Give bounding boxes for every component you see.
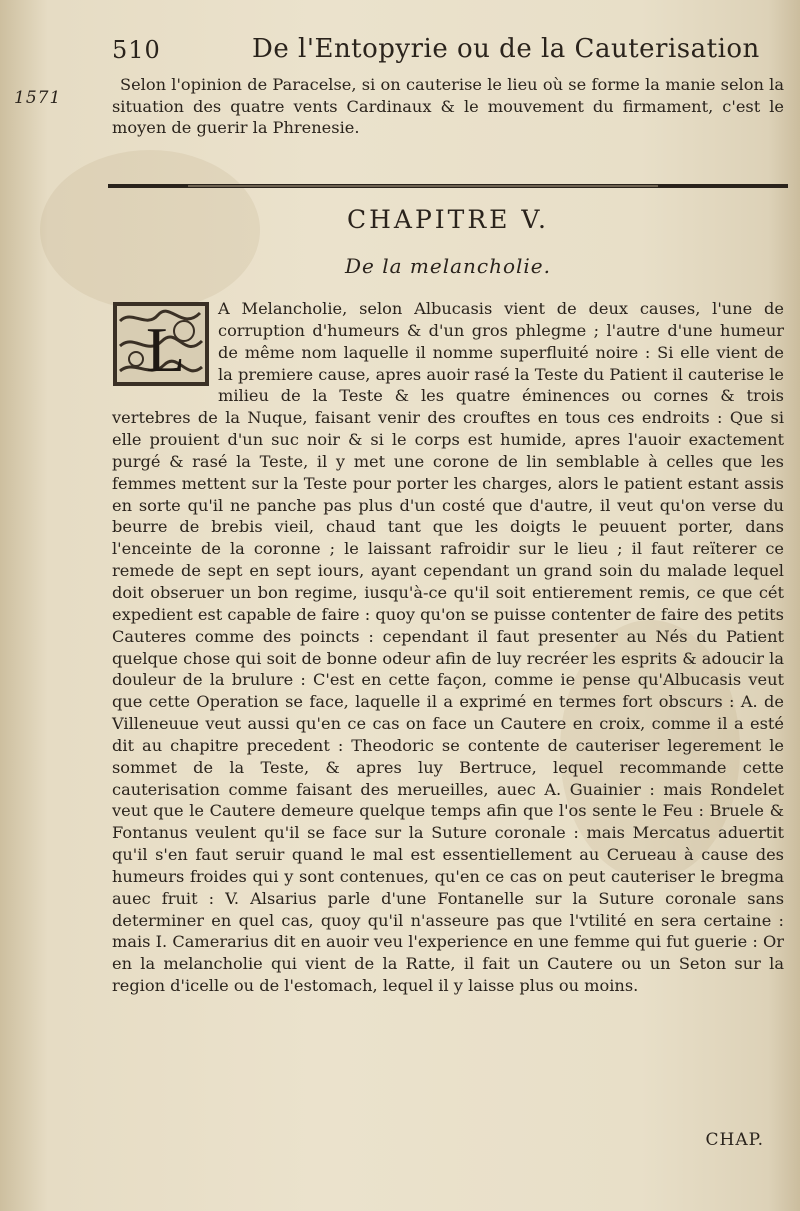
running-head: De l'Entopyrie ou de la Cauterisation xyxy=(252,34,760,64)
ornamental-rule xyxy=(108,183,788,190)
catchword: CHAP. xyxy=(705,1130,764,1150)
intro-text: Selon l'opinion de Paracelse, si on cauterise le lieu où se forme la manie selon la situation des quatre vents Cardinaux & le mouvement du firmament, c'est le moyen de guerir la Phrenesie. xyxy=(112,75,784,138)
chapter-body-text: A Melancholie, selon Albucasis vient de deux causes, l'une de corruption d'humeurs & d'un gros phlegme ; l'autre d'une humeur de même nom laquelle il nomme superfluité noire : Si elle vient de la premiere cause, apres auoir rasé la Teste du Patient il cauterise le milieu de la Teste & les quatre éminences ou cornes & trois vertebres de la Nuque, faisant venir des crouftes en tous ces endroits : Que si elle prouient d'un suc noir & si le corps est humide, apres l'auoir exactement purgé & rasé la Teste, il y met une corone de lin semblable à celles que les femmes mettent sur la Teste pour porter les charges, alors le patient estant assis en sorte qu'il ne panche pas plus d'un costé que d'autre, il veut qu'on verse du beurre de brebis vieil, chaud tant que les doigts le peuuent porter, dans l'enceinte de la coronne ; le laissant rafroidir sur le lieu ; il faut reïterer ce remede de sept en sept iours, ayant cependant un grand soin du malade lequel doit obseruer un bon regime, iusqu'à-ce qu'il soit entierement remis, ce que cét expedient est capable de faire : quoy qu'on se puisse contenter de faire des petits Cauteres comme des poincts : cependant il faut presenter au Nés du Patient quelque chose qui soit de bonne odeur afin de luy recréer les esprits & adoucir la douleur de la brulure : C'est en cette façon, comme ie pense qu'Albucasis veut que cette Operation se face, laquelle il a exprimé en termes fort obscurs : A. de Villeneuue veut aussi qu'en ce cas on face un Cautere en croix, comme il a esté dit au chapitre precedent : Theodoric se contente de cauteriser legerement le sommet de la Teste, & apres luy Bertruce, lequel recommande cette cauterisation comme faisant des merueilles, auec A. Guainier : mais Rondelet veut que le Cautere demeure quelque temps afin que l'os sente le Feu : Bruele & Fontanus veulent qu'il se face sur la Suture coronale : mais Mercatus aduertit qu'il s'en faut seruir quand le mal est essentiellement au Cerueau à cause des humeurs froides qui y sont contenues, qu'en ce cas on peut cauteriser le bregma auec fruit : V. Alsarius parle d'une Fontanelle sur la Suture coronale sans determiner en quel cas, quoy qu'il n'asseure pas que l'vtilité en sera certaine : mais I. Camerarius dit en auoir veu l'experience en une femme qui fut guerie : Or en la melancholie qui vient de la Ratte, il fait un Cautere ou un Seton sur la region d'icelle ou de l'estomach, lequel il y laisse plus ou moins. xyxy=(112,299,784,996)
page-header xyxy=(112,30,760,70)
chapter-title: CHAPITRE V. xyxy=(346,205,549,234)
decorated-initial xyxy=(112,301,210,387)
intro-paragraph xyxy=(112,74,784,139)
margin-year-note: 1571 xyxy=(14,88,62,108)
drop-cap-letter: L xyxy=(146,314,186,385)
chapter-subtitle: De la melancholie. xyxy=(344,254,552,278)
chapter-body xyxy=(112,298,784,997)
page-number: 510 xyxy=(112,36,161,64)
